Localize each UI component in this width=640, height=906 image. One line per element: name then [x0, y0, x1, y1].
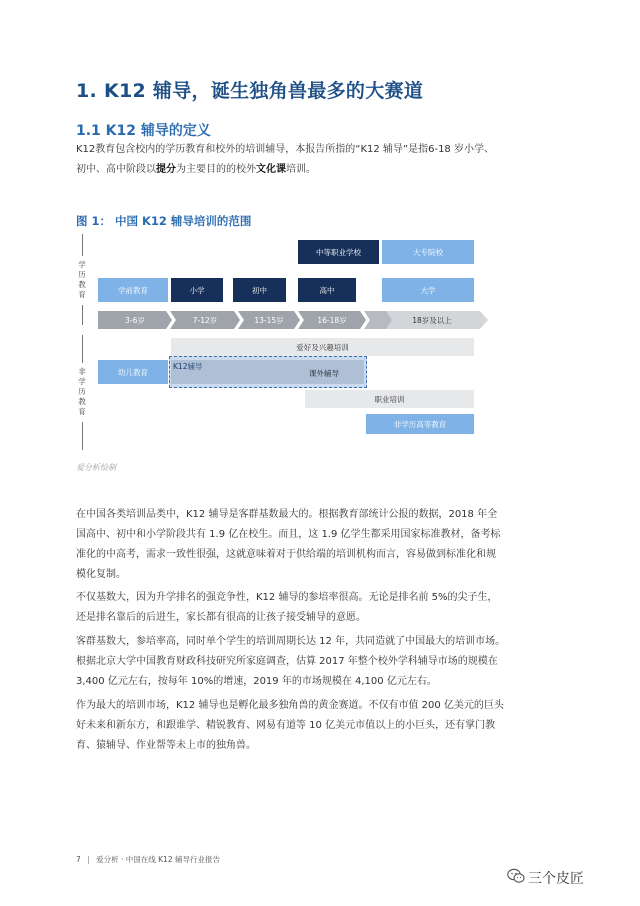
academic-line-bottom — [82, 305, 83, 325]
vocational-training-box: 职业培训 — [305, 390, 474, 408]
paragraph-line: 不仅基数大，因为升学排名的强竞争性，K12 辅导的参培率很高。无论是排名前 5%的尖子生， — [76, 592, 498, 603]
footer — [76, 854, 220, 865]
nonacademic-higher-box: 非学历高等教育 — [366, 414, 474, 434]
paragraph-line: 根据北京大学中国教育财政科技研究所家庭调查，估算 2017 年整个校外学科辅导市场的规模在 — [76, 656, 498, 667]
paragraph-1 — [76, 505, 566, 585]
paragraph-line: 好未来和新东方，和跟谁学、精锐教育、网易有道等 10 亿美元市值以上的小巨头，还有掌门教 — [76, 720, 496, 731]
nonacademic-label: 非学历教育 — [78, 367, 86, 416]
interest-training-box: 爱好及兴趣培训 — [171, 338, 474, 356]
intro-line-1: K12教育包含校内的学历教育和校外的培训辅导，本报告所指的“K12 辅导”是指6-18 岁小学、 — [76, 144, 494, 155]
paragraph-line: 准化的中高考，需求一致性很强，这就意味着对于供给端的培训机构而言，容易做到标准化和规 — [76, 549, 496, 560]
age-label-4: 16-18岁 — [317, 315, 347, 325]
section-heading: 1.1 K12 辅导的定义 — [76, 123, 211, 139]
academic-line-top — [82, 234, 83, 256]
paragraph-line: 模化复制。 — [76, 569, 126, 580]
nonacademic-line-top — [82, 335, 83, 363]
footer-separator: | — [87, 855, 90, 864]
paragraph-line: 3,400 亿元左右，按每年 10%的增速，2019 年的市场规模在 4,100 亿元左右。 — [76, 676, 437, 687]
paragraph-line: 客群基数大，参培率高，同时单个学生的培训周期长达 12 年，共同造就了中国最大的培训市场。 — [76, 636, 506, 647]
senior-box: 高中 — [298, 278, 356, 302]
intro-line-2: 初中、高中阶段以提分为主要目的的校外文化课培训。 — [76, 164, 316, 175]
account-name: 三个皮匠 — [528, 871, 584, 887]
paragraph-line: 在中国各类培训品类中，K12 辅导是客群基数最大的。根据教育部统计公报的数据，2018 年全 — [76, 509, 498, 520]
junior-box: 初中 — [233, 278, 286, 302]
figure-source: 爱分析绘制 — [76, 463, 116, 472]
secondary-vocational-box: 中等职业学校 — [298, 240, 379, 264]
tutoring-label: 课外辅导 — [309, 369, 339, 378]
academic-label: 学历教育 — [78, 260, 86, 299]
page-heading: 1. K12 辅导，诞生独角兽最多的大赛道 — [76, 80, 424, 102]
age-label-5: 18岁及以上 — [412, 315, 452, 325]
primary-box: 小学 — [171, 278, 223, 302]
wechat-icon — [507, 868, 525, 884]
k12-label: K12辅导 — [173, 362, 203, 371]
paragraph-line: 作为最大的培训市场，K12 辅导也是孵化最多独角兽的黄金赛道。不仅有市值 200 亿美元的巨头 — [76, 700, 504, 711]
intro-paragraph — [76, 140, 566, 180]
age-label-2: 7-12岁 — [192, 315, 218, 325]
paragraph-3 — [76, 632, 566, 692]
footer-text: 爱分析 · 中国在线 K12 辅导行业报告 — [96, 855, 220, 864]
paragraph-line: 国高中、初中和小学阶段共有 1.9 亿在校生。而且，这 1.9 亿学生都采用国家标准教材，备考标 — [76, 529, 501, 540]
kindergarten-box: 幼儿教育 — [98, 360, 168, 384]
page-number: 7 — [76, 855, 81, 864]
paragraph-2 — [76, 588, 566, 628]
nonacademic-line-bottom — [82, 422, 83, 450]
paragraph-4 — [76, 696, 566, 756]
age-label-1: 3-6岁 — [125, 315, 145, 325]
paragraph-line: 育、猿辅导、作业帮等未上市的独角兽。 — [76, 740, 256, 751]
university-box: 大学 — [382, 278, 474, 302]
k12-scope-diagram — [76, 230, 566, 455]
figure-title: 图 1： 中国 K12 辅导培训的范围 — [76, 214, 252, 228]
preschool-box: 学前教育 — [98, 278, 168, 302]
college-box: 大专院校 — [382, 240, 474, 264]
paragraph-line: 还是排名靠后的后进生，家长都有很高的让孩子接受辅导的意愿。 — [76, 612, 366, 623]
age-label-3: 13-15岁 — [254, 315, 284, 325]
